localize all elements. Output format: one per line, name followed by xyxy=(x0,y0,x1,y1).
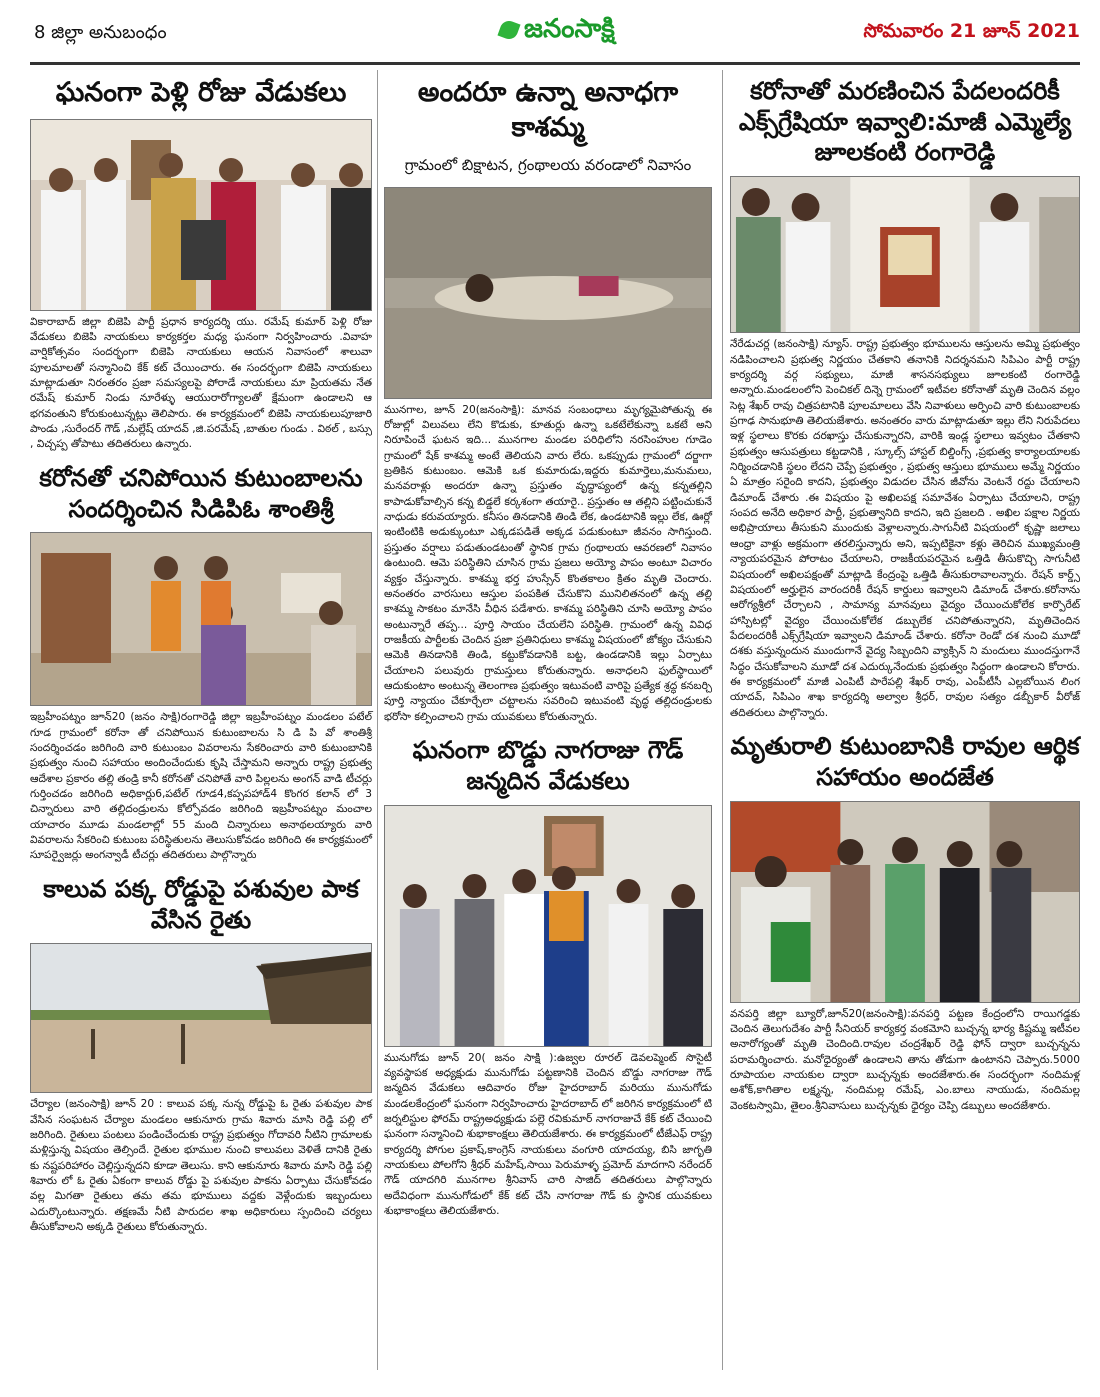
photo-aid xyxy=(730,801,1080,1003)
page-header xyxy=(30,8,1080,60)
photo-cdpo-visit xyxy=(30,532,372,706)
article-kashamma xyxy=(384,76,712,725)
photo-cattle-shed xyxy=(30,943,372,1093)
subheadline: గ్రామంలో బిక్షాటన, గ్రంథాలయ వరండాలో నివాసం xyxy=(404,156,692,175)
article-exgratia xyxy=(730,76,1080,721)
article-farmer xyxy=(30,874,372,1236)
page-section-label: 8 జిల్లా అనుబంధం xyxy=(34,22,167,43)
headline: కాలువ పక్క రోడ్డుపై పశువుల పాక వేసిన రైతు xyxy=(43,874,359,934)
column-left xyxy=(30,70,372,1245)
headline: మృతురాలి కుటుంబానికి రావుల ఆర్థిక సహాయం అందజేత xyxy=(730,732,1080,791)
issue-date: సోమవారం 21 జూన్ 2021 xyxy=(863,20,1080,42)
photo-birthday xyxy=(384,805,712,1047)
article-nagaraju xyxy=(384,735,712,1219)
leaf-icon xyxy=(497,18,520,41)
article-body: మునగాల, జూన్ 20(జనంసాక్షి): మానవ సంబంధాలు మృగ్యమైపోతున్న ఈ రోజుల్లో విలువలు లేని కొడుకు, కూతుర్లు ఉన్నా ఒకటేలేకున్నా ఒకటే అని నిరూపించే ఘటన ఇది... మునగాల మండల పరిధిలోని నరసింహుల గూడెం గ్రామంలో షేక్ కాశమ్మ అంటే తెలియని వారు లేరు. ఒకప్పుడు గ్రామంలో దర్జాగా బ్రతికిన కుటుంబం. ఆమెకి ఒక కుమారుడు,ఇద్దరు కుమార్తెలు,మనుమలు, మనవరాళ్లు అందరూ ఉన్నా ప్రస్తుతం వృద్ధాప్యంలో ఉన్న కన్నతల్లిని కాపాడుకోవాల్సిన కన్న బిడ్డలే కర్కశంగా తయారై.. ప్రస్తుతం ఆ తల్లిని పట్టించుకునే నాధుడు కరువయ్యారు. కనీసం తినడానికి తిండి లేక, ఉండటానికి ఇల్లు లేక, ఊర్లో ఇంటింటికి అడుక్కుంటూ ఎక్కడపడితే అక్కడ పడుకుంటూ జీవనం సాగిస్తుంది. ప్రస్తుతం వర్షాలు పడుతుండటంతో స్థానిక గ్రామ గ్రంథాలయ ఆవరణలో నివాసం ఉంటుంది. ఆమె పరిస్థితిని చూసిన గ్రామ ప్రజలు అయ్యో పాపం అంటూ విచారం వ్యక్తం చేస్తున్నారు. కాశమ్మ భర్త హుస్సేన్ కొంతకాలం క్రితం మృతి చెందారు. అనంతరం వారసులు ఆస్తుల పంపకిత చేసుకొని మునిలితనంలో ఉన్న తల్లి కాశమ్మ సాకటం మానేసి వీధిన పడేశారు. కాశమ్మ పరిస్థితిని చూసి అయ్యో పాపం అంటున్నారే తప్ప... పూర్తి సాయం చేయలేని పరిస్థితి. గ్రామంలో ఉన్న వివిధ రాజకీయ పార్టీలకు చెందిన ప్రజా ప్రతినిధులు కాశమ్మ విషయంలో జోక్యం చేసుకుని ఆమెకి తినడానికి తిండి, కట్టుకోవడానికి బట్ట, ఉండడానికి ఇల్లు ఏర్పాటు చేయాలని పలువురు గ్రామస్తులు కోరుతున్నారు. అనాధలని ఫుల్‌స్థాయిలో ఆదుకుంటాం అంటున్న తెలంగాణ ప్రభుత్వం ఇటువంటి వారిపై ప్రత్యేక శ్రద్ధ కనబర్చి పూర్తి న్యాయం చేకూర్చేలా చట్టాలను సవరించి ఇటువంటి వృద్ధ తల్లిదండ్రులకు భరోసా కల్పించాలని గ్రామ యువకులు కోరుతున్నారు. xyxy=(384,403,712,723)
article-cdpo xyxy=(30,463,372,864)
headline: ఘనంగా పెళ్లి రోజు వేడుకలు xyxy=(55,77,347,108)
headline: ఘనంగా బొడ్డు నాగరాజు గౌడ్ జన్మదిన వేడుకలు xyxy=(412,736,684,795)
article-body: మునుగోడు జూన్ 20( జనం సాక్షి ):ఉజ్వల రూరల్ డెవలప్మెంట్ సొసైటీ వ్యవస్థాపక అధ్యక్షుడు మునుగోడు పట్టణానికి చెందిన బొడ్డు నాగరాజు గౌడ్ జన్మదిన వేడుకలు ఆదివారం రోజు హైదరాబాద్ మరియు మునుగోడు మండలకేంద్రంలో ఘనంగా నిర్వహించారు హైదరాబాద్ లో జరిగిన కార్యక్రమంలో టి జర్నలిస్టుల ఫోరమ్ రాష్ట్రఅధ్యక్షుడు పల్లె రవికుమార్ నాగరాజుచే కేక్ కట్ చేయించి ఘనంగా సన్మానించి శుభాకాంక్షలు తెలియజేశారు. ఈ కార్యక్రమంలో టీజేఎఫ్ రాష్ట్ర కార్యదర్శి పోగుల ప్రకాష్,కాంగ్రెస్ నాయకులు వంగూరి యాదయ్య, బిసి జాగృతి నాయకులు పోలగోని శ్రీధర్ మహేష్,సాయి పెరుమాళ్ళ ప్రమోద్ మాదగాని నరేందర్ గౌడ్ యాదగిరి మునగాల శ్రీనివాస్ చారి సాజిద్ తదితరులు పాల్గొన్నారు అదేవిధంగా మునుగోడులో కేక్ కట్ చేసి నాగరాజు గౌడ్ కు స్థానిక యువకులు శుభాకాంక్షలు తెలియజేశారు. xyxy=(384,1051,712,1218)
headline: కరోనతో చనిపోయిన కుటుంబాలను సందర్శించిన సిడిపిఓ శాంతిశ్రీ xyxy=(39,463,363,523)
header-rule xyxy=(30,62,1080,65)
article-body: చేర్యాల (జనంసాక్షి) జూన్ 20 : కాలువ పక్క నున్న రోడ్డుపై ఓ రైతు పశువుల పాక వేసిన సంఘటన చేర్యాల మండలం ఆకునూరు గ్రామ శివారు మాసి రెడ్డి పల్లి లో జరిగింది. రైతులు పంటలు పండించేందుకు రాష్ట్ర ప్రభుత్వం గోదావరి నీటిని గ్రామాలకు మళ్లిస్తున్న విషయం తెల్సిందే. రైతుల భూముల నుంచి కాలువలు వెళితే దానికి రైతు కు నష్టపరిహారం చెల్లిస్తున్నదని కూడా తెలుసు. కాని ఆకునూరు శివారు మాసి రెడ్డి పల్లి శివారు లో ఓ రైతు ఏకంగా కాలువ రోడ్డు పై పశువుల పాకను ఏర్పాటు చేసుకోవడం వల్ల మిగతా రైతులు తమ తమ భూములు వద్దకు వెళ్లేందుకు ఇబ్బందులు ఎదుర్కొంటున్నారు. తక్షణమే నీటి పారుదల శాఖ అధికారులు స్పందించి చర్యలు తీసుకోవాలని అక్కడి రైతులు కోరుతున్నారు. xyxy=(30,1098,372,1234)
column-middle xyxy=(384,70,712,1230)
column-right xyxy=(730,70,1080,1124)
logo-text: జనంసాక్షి xyxy=(524,14,615,44)
article-anniversary xyxy=(30,76,372,453)
article-body: నేరేడుచర్ల (జనంసాక్షి) న్యూస్. రాష్ట్ర ప్రభుత్వం భూములను ఆస్తులను అమ్మి ప్రభుత్వం నడిపించాలని ప్రభుత్వ నిర్ణయం చేతకాని తనానికి నిదర్శనమని సిపిఎం పార్టీ రాష్ట్ర కార్యదర్శి వర్గ సభ్యులు, మాజీ శాసనసభ్యులు జూలకంటి రంగారెడ్డి అన్నారు.మండలంలోని పెంచికల్ దిన్నె గ్రామంలో ఇటీవల కరోనాతో మృతి చెందిన వల్లం సెట్ల శేఖర్ రావు చిత్రపటానికి పూలమాలలు వేసి నివాళులు అర్పించి వారి కుటుంబాలకు ప్రగాఢ సానుభూతి తెలియజేశారు. అనంతరం వారు మాట్లాడుతూ ఇల్లు లేని నిరుపేదలు ఇళ్ల స్థలాలు కొరకు దరఖాస్తు చేసుకున్నారని, వారికి ఇండ్ల స్థలాలు ఇవ్వటం చేతకాని ప్రభుత్వం ఆసుపత్రులు కట్టడానికి , స్కూల్స్ హాస్టల్ బిల్డింగ్స్ ,ప్రభుత్వ కార్యాలయాలకు నిర్మించడానికి స్థలం లేదని చెప్పే ప్రభుత్వం , ప్రభుత్వ ఆస్తులు భూములు అమ్మే నిర్ణయం ఏ మాత్రం సరైంది కాదని, ప్రభుత్వం విడుదల చేసిన జీవోను వెంటనే రద్దు చేయాలని డిమాండ్ చేశారు .ఈ విషయం పై అఖిలపక్ష సమావేశం ఏర్పాటు చేయాలని, రాష్ట్ర సంపద అనేది అధికార పార్టీ, ప్రభుత్వానిది కాదని, ఇది ప్రజలది . అఖిల పక్షాల నిర్ణయ అభిప్రాయాలు తీసుకుని ముందుకు వెళ్లాలన్నారు.సాగునీటి విషయంలో కృష్ణా జలాలు ఆంధ్రా వాళ్లు అక్రమంగా తరలిస్తున్నారు అని, ఇప్పటికైనా కళ్లు తెరిచిన ముఖ్యమంత్రి న్యాయపరమైన పోరాటం చేయాలని, రాజకీయపరమైన ఒత్తిడి తీసుకొచ్చి సాగునీటి విషయంలో అఖిలపక్షంతో మాట్లాడి కేంద్రంపై ఒత్తిడి తీసుకురావాలన్నారు. రేషన్ కార్డ్స్ విషయంలో అర్హులైన వారందరికీ రేషన్ కార్డులు ఇవ్వాలని డిమాండ్ చేశారు.కరోనాను ఆరోగ్యశ్రీలో చేర్చాలని , సామాన్య మానవులు వైద్యం చేయించుకోలేక కార్పొరేట్ హాస్పిటల్లో వైద్యం చేయించుకోలేక డబ్బులేక చనిపోతున్నారని, మృతిచెందిన పేదలందరికీ ఎక్స్‌గ్రేషియా ఇవ్వాలని డిమాండ్ చేశారు. కరోనా రెండో దశ నుంచి మూడో దశకు వస్తున్నందున ముందుగానే వైద్య సిబ్బందిని వ్యాక్సిన్ ని మందులు ముందస్తుగానే సిద్ధం చేసుకోవాలని మూడో దశ ఎదుర్కునేందుకు ప్రభుత్వం సిద్ధంగా ఉండాలని కోరారు. ఈ కార్యక్రమంలో మాజీ ఎంపిటీ పారేపల్లి శేఖర్ రావు, ఎంపీటీసీ ఎల్లబోయిన లింగ యాదవ్, సిపిఎం శాఖ కార్యదర్శి అల్వాల శ్రీధర్, రావుల సత్యం డబ్బీకార్ వీరోజ్ తదితరులు పాల్గొన్నారు. xyxy=(730,338,1080,719)
article-aid xyxy=(730,731,1080,1114)
column-divider xyxy=(722,70,723,1370)
article-body: వనపర్తి జిల్లా బ్యూరో,జూన్20(జనంసాక్షి):వనపర్తి పట్టణ కేంద్రంలోని రాయిగడ్డకు చెందిన తెలుగుదేశం పార్టీ సీనియర్ కార్యకర్త వంకమోని బుచ్చన్న భార్య కిష్టమ్మ ఇటీవల అనారోగ్యంతో మృతి చెందింది.రావుల చంద్రశేఖర్ రెడ్డి ఫోన్ ద్వారా బుచ్చన్నను పరామర్శించారు. మనోధైర్యంతో ఉండాలని తాను తోడుగా ఉంటానని చెప్పారు.5000 రూపాయల నాయకుల ద్వారా బుచ్చన్నకు అందజేశారు.ఈ సందర్భంగా నందిమళ్ల అశోక్,కాగితాల లక్ష్మన్న, నందిమల్ల రమేష్, ఎం.బాలు నాయుడు, నందిమల్ల వెంకటస్వామి, తైలం.శ్రీనివాసులు బుచ్చన్నకు ధైర్యం చెప్పి డబ్బులు అందజేశారు. xyxy=(730,1007,1080,1112)
column-divider xyxy=(377,70,378,1370)
headline: కరోనాతో మరణించిన పేదలందరికీ ఎక్స్‌గ్రేషియా ఇవ్వాలి:మాజీ ఎమ్మెల్యే జూలకంటి రంగారెడ్డి xyxy=(738,77,1072,167)
headline: అందరూ ఉన్నా అనాధగా కాశమ్మ xyxy=(417,77,679,143)
article-body: వికారాబాద్ జిల్లా బిజెపి పార్టీ ప్రధాన కార్యదర్శి యు. రమేష్ కుమార్ పెళ్లి రోజు వేడుకలు బిజెపి నాయకులు కార్యకర్తల మధ్య ఘనంగా నిర్వహించారు .వివాహ వార్షికోత్సవం సందర్భంగా బిజెపి నాయకులు ఆయన నివాసంలో శాలువా పూలమాలతో సన్మానించి కేక్ కట్ చేయించారు. ఈ సందర్భంగా బిజెపి నాయకులు మాట్లాడుతూ నిరంతరం ప్రజా సమస్యలపై పోరాడే నాయకులు మా ప్రియతమ నేత రమేష్ కుమార్ నిండు నూరేళ్ళు ఆయురారోగ్యాలతో క్షేమంగా ఉండాలని ఆ భగవంతుని కోరుకుంటున్నట్లు తెలిపారు. ఈ కార్యక్రమంలో బిజెపి నాయకులుపూజారి పాండు ,సురేందర్ గౌడ్ ,మల్లేష్ యాదవ్ ,జి.పరమేష్ ,బాతుల గుండు . విఠల్ , బస్సు , విచ్చప్ప తోపాటు తదితరులు ఉన్నారు. xyxy=(30,315,372,451)
photo-tribute xyxy=(730,176,1080,333)
photo-anniversary xyxy=(30,119,372,311)
photo-kashamma xyxy=(384,187,712,399)
article-body: ఇబ్రహీంపట్నం జూన్20 (జనం సాక్షి)రంగారెడ్డి జిల్లా ఇబ్రహీంపట్నం మండలం పటేల్ గూడ గ్రామంలో కరోనా తో చనిపోయిన కుటుంబాలను సి డి పి వో శాంతిశ్రీ సందర్శించడం జరిగింది వారి కుటుంబం వివరాలను సేకరించారు వారి కుటుంబానికి ప్రభుత్వం నుంచి సహాయం అందించేందుకు కృషి చేస్తామని అన్నారు రాష్ట్ర ప్రభుత్వ ఆదేశాల ప్రకారం తల్లి తండ్రి కానీ కరోనతో చనిపోతే వారి పిల్లలను అంగన్ వాడి టీచర్లు గుర్తించడం జరిగింది అధికార్లు6,పటేల్ గూడ4,కప్పపహాడ్4 కొంగర కలాన్ లో 3 చిన్నారులు వారి తల్లిదండ్రులను కోల్పోవడం జరిగింది ఇబ్రహీంపట్నం మంచాల యాచారం మూడు మండలాల్లో 55 మంది చిన్నారులు అనాథలయ్యారు వారి వివరాలను సేకరించి కుటుంబ పరిస్థితులను తెలుసుకోవడం జరిగింది ఈ కార్యక్రమంలో సూపర్వైజర్లు అంగన్వాడీ టీచర్లు తదితరులు పాల్గొన్నారు xyxy=(30,711,372,862)
masthead-logo xyxy=(500,14,615,50)
